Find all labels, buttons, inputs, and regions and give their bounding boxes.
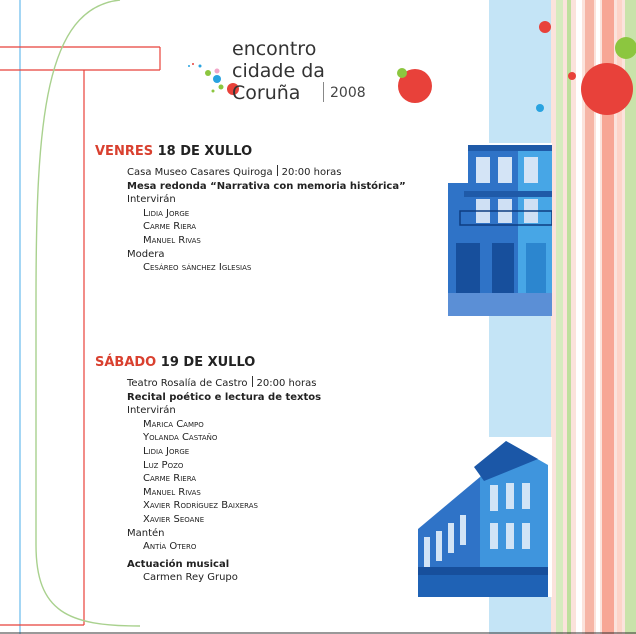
logo-line-1: encontro: [232, 38, 317, 60]
logo-line-3: Coruña: [232, 82, 301, 104]
building-photo-casa-museo: [446, 143, 552, 316]
separator: [252, 376, 253, 387]
event-title: Recital poético e lectura de textos: [127, 391, 322, 403]
event-friday: [95, 144, 406, 275]
music-group: Carmen Rey Grupo: [143, 572, 238, 584]
red-circle-large: [581, 63, 633, 115]
separator: [277, 165, 278, 176]
intervene-label: Intervirán: [127, 194, 176, 206]
music-label: Actuación musical: [127, 558, 230, 570]
event-time: 20:00 horas: [281, 167, 342, 178]
host-name: Antía Otero: [143, 541, 197, 553]
logo-red-dot-small: [192, 63, 194, 65]
event-time: 20:00 horas: [256, 378, 317, 389]
speaker-name: Luz Pozo: [143, 459, 184, 471]
blue-dot: [536, 104, 544, 112]
red-dot: [539, 21, 551, 33]
window: [448, 523, 454, 553]
logo-blue-dot-small: [188, 65, 190, 67]
event-date: 18 DE XULLO: [157, 144, 253, 159]
logo-separator: [323, 82, 324, 102]
speaker-name: Carme Riera: [143, 221, 197, 233]
green-stripe: [556, 0, 563, 634]
speaker-name: Manuel Rivas: [143, 486, 201, 498]
window: [498, 157, 512, 183]
logo-green-dot-small: [219, 85, 224, 90]
host-label: Mantén: [127, 527, 165, 539]
speaker-name: Lidia Jorge: [143, 207, 190, 219]
window: [506, 483, 514, 509]
ground-floor: [418, 575, 548, 597]
event-heading: [95, 144, 406, 160]
white-stripe: [576, 0, 582, 634]
window: [506, 523, 514, 549]
arcade-band: [418, 567, 548, 575]
balcony: [464, 191, 552, 197]
moderator-name: Cesáreo sánchez Iglesias: [143, 262, 252, 274]
logo-green-dot-small: [212, 90, 215, 93]
event-venue-line: [95, 165, 406, 180]
event-venue: Teatro Rosalía de Castro: [127, 378, 248, 389]
door: [456, 243, 480, 293]
logo-blue-dot-small: [199, 65, 202, 68]
window: [522, 483, 530, 509]
event-heading: [95, 355, 321, 371]
speaker-name: Xavier Seoane: [143, 513, 205, 525]
cornice: [468, 145, 552, 151]
speaker-name: Carme Riera: [143, 473, 197, 485]
door: [526, 243, 546, 293]
event-day: SÁBADO: [95, 355, 157, 370]
green-stripe: [567, 0, 571, 634]
moderator-label: Modera: [127, 248, 165, 260]
event-date: 19 DE XULLO: [160, 355, 256, 370]
logo-green-dot-small: [205, 70, 211, 76]
pavement: [448, 293, 552, 316]
window: [490, 523, 498, 549]
window: [436, 531, 442, 561]
logo-year: 2008: [330, 85, 366, 101]
logo-blue-dot: [213, 75, 221, 83]
building-photo-teatro: [414, 437, 552, 597]
logo-pink-dot: [215, 69, 220, 74]
window: [524, 157, 538, 183]
speaker-name: Manuel Rivas: [143, 234, 201, 246]
window: [460, 515, 466, 545]
window: [476, 157, 490, 183]
logo-green-dot: [397, 68, 407, 78]
speaker-name: Lidia Jorge: [143, 445, 190, 457]
speaker-name: Marica Campo: [143, 418, 204, 430]
event-venue: Casa Museo Casares Quiroga: [127, 167, 273, 178]
window: [490, 485, 498, 511]
event-day: VENRES: [95, 144, 154, 159]
red-dot: [568, 72, 576, 80]
speaker-name: Yolanda Castaño: [143, 432, 218, 444]
event-title: Mesa redonda “Narrativa con memoria histórica”: [127, 180, 406, 192]
intervene-label: Intervirán: [127, 405, 176, 417]
window: [424, 537, 430, 567]
door: [492, 243, 514, 293]
speaker-name: Xavier Rodríguez Baixeras: [143, 500, 258, 512]
window: [522, 523, 530, 549]
event-saturday: [95, 355, 321, 585]
green-dot: [615, 37, 636, 59]
event-venue-line: [95, 376, 321, 391]
logo-line-2: cidade da: [232, 60, 325, 82]
